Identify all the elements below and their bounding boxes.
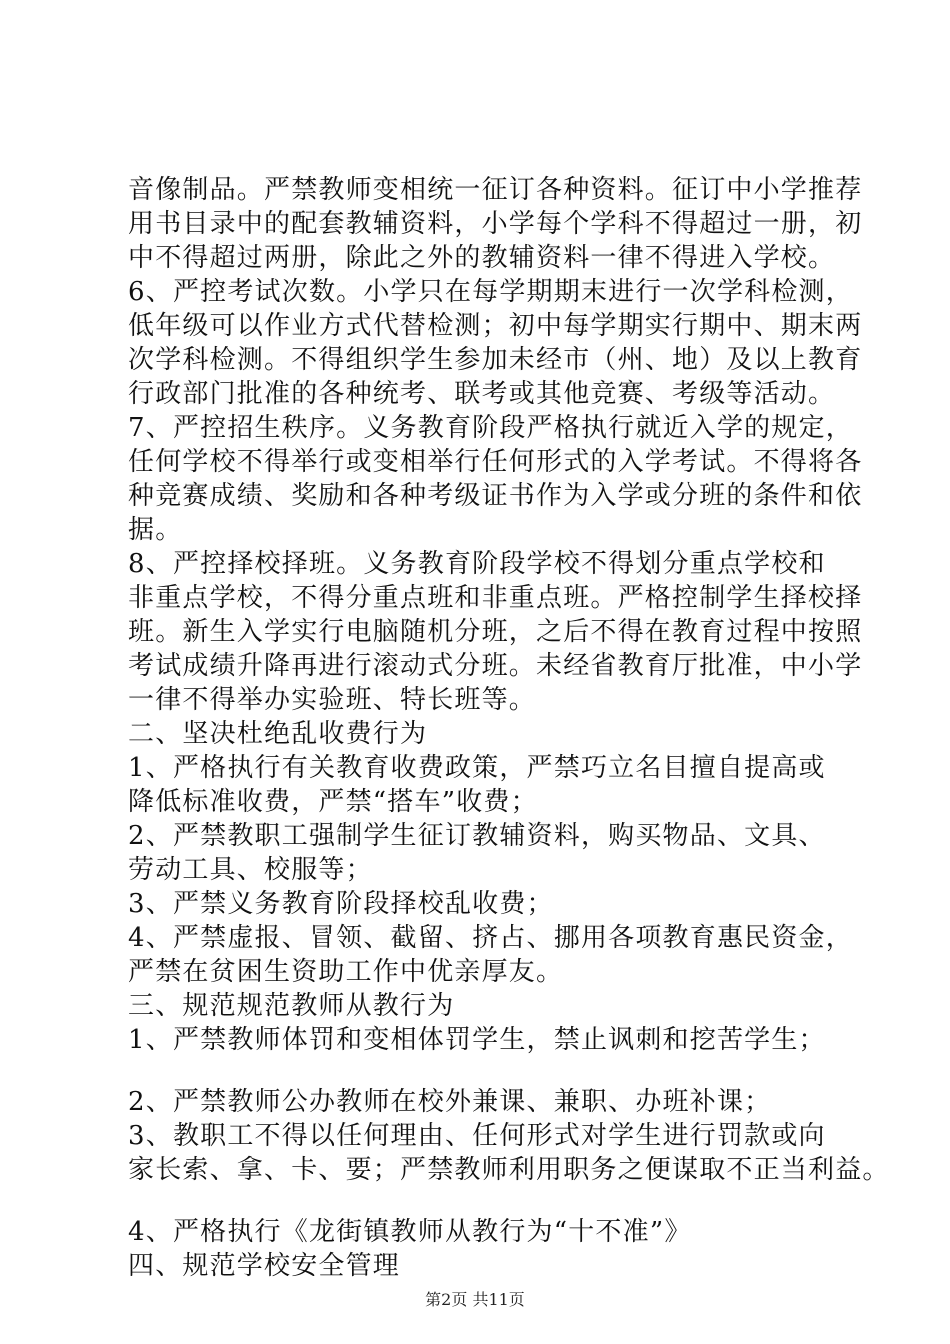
text-line: 4、严格执行《龙街镇教师从教行为“十不准”》 (128, 1217, 692, 1247)
text-line: 1、严禁教师体罚和变相体罚学生，禁止讽刺和挖苦学生； (128, 1025, 826, 1055)
text-line: 音像制品。严禁教师变相统一征订各种资料。征订中小学推荐 (128, 175, 863, 205)
text-line: 种竞赛成绩、奖励和各种考级证书作为入学或分班的条件和依 (128, 481, 863, 511)
text-line: 6、严控考试次数。小学只在每学期期末进行一次学科检测， (128, 277, 853, 307)
text-line: 1、严格执行有关教育收费政策，严禁巧立名目擅自提高或 (128, 753, 826, 783)
section-heading: 二、坚决杜绝乱收费行为 (128, 719, 428, 749)
text-line: 非重点学校，不得分重点班和非重点班。严格控制学生择校择 (128, 583, 863, 613)
text-line: 用书目录中的配套教辅资料，小学每个学科不得超过一册，初 (128, 209, 863, 239)
text-line: 降低标准收费，严禁“搭车”收费； (128, 787, 538, 817)
text-line: 班。新生入学实行电脑随机分班，之后不得在教育过程中按照 (128, 617, 863, 647)
text-line: 据。 (128, 515, 183, 545)
text-line: 次学科检测。不得组织学生参加未经市（州、地）及以上教育 (128, 345, 863, 375)
text-line: 家长索、拿、卡、要；严禁教师利用职务之便谋取不正当利益。 (128, 1155, 890, 1185)
text-line: 考试成绩升降再进行滚动式分班。未经省教育厅批准，中小学 (128, 651, 863, 681)
text-line: 严禁在贫困生资助工作中优亲厚友。 (128, 957, 564, 987)
page-number: 第2页 共11页 (425, 1290, 525, 1309)
text-line: 3、严禁义务教育阶段择校乱收费； (128, 889, 554, 919)
text-line: 8、严控择校择班。义务教育阶段学校不得划分重点学校和 (128, 549, 826, 579)
text-line: 中不得超过两册，除此之外的教辅资料一律不得进入学校。 (128, 243, 836, 273)
text-line: 一律不得举办实验班、特长班等。 (128, 685, 537, 715)
section-heading: 四、规范学校安全管理 (128, 1251, 401, 1281)
text-line: 2、严禁教职工强制学生征订教辅资料，购买物品、文具、 (128, 821, 826, 851)
text-line: 3、教职工不得以任何理由、任何形式对学生进行罚款或向 (128, 1121, 826, 1151)
section-heading: 三、规范规范教师从教行为 (128, 991, 455, 1021)
text-line: 4、严禁虚报、冒领、截留、挤占、挪用各项教育惠民资金， (128, 923, 853, 953)
text-line: 2、严禁教师公办教师在校外兼课、兼职、办班补课； (128, 1087, 772, 1117)
text-line: 低年级可以作业方式代替检测；初中每学期实行期中、期末两 (128, 311, 863, 341)
text-line: 行政部门批准的各种统考、联考或其他竞赛、考级等活动。 (128, 379, 836, 409)
text-line: 7、严控招生秩序。义务教育阶段严格执行就近入学的规定， (128, 413, 853, 443)
text-line: 任何学校不得举行或变相举行任何形式的入学考试。不得将各 (128, 447, 863, 477)
text-line: 劳动工具、校服等； (128, 855, 373, 885)
